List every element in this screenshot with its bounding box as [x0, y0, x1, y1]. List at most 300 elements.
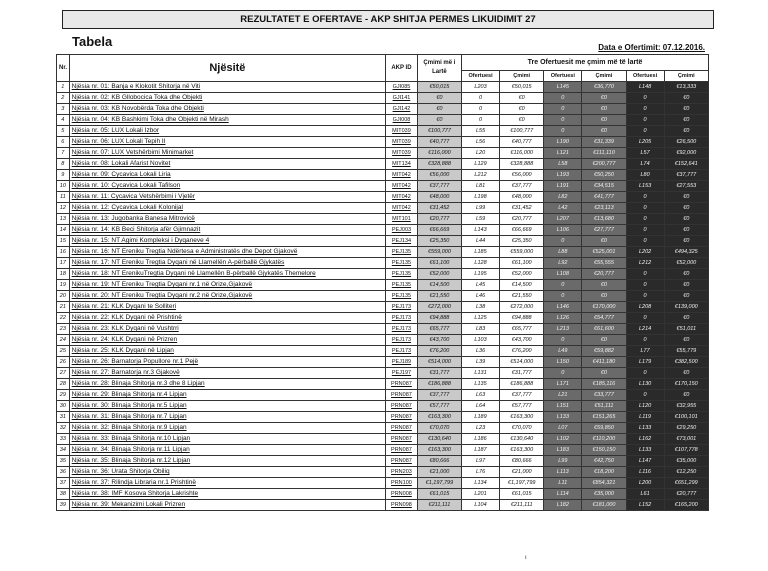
cell-best-price: €163,300 — [417, 412, 461, 423]
cell-bidder-3: 0 — [626, 280, 664, 291]
cell-bidder-2: L21 — [544, 390, 582, 401]
cell-bidder-2: L193 — [544, 170, 582, 181]
table-row — [57, 313, 709, 324]
cell-unit-name: Njësia nr. 18: NT ErenikuTregtia Dyqani në Llamellën B-përballë Gjykatës Themelore — [69, 269, 385, 280]
cell-bidder-2: L106 — [544, 225, 582, 236]
cell-nr: 17 — [57, 258, 70, 269]
cell-bidder-1: L46 — [462, 291, 500, 302]
table-row — [57, 324, 709, 335]
cell-unit-name: Njësia nr. 34: Blinaja Shitorja nr.11 Lipjan — [69, 445, 385, 456]
cell-bidder-3: L148 — [626, 82, 664, 93]
cell-price-1: €48,000 — [500, 192, 544, 203]
cell-bidder-3: L61 — [626, 489, 664, 500]
cell-nr: 19 — [57, 280, 70, 291]
table-row — [57, 467, 709, 478]
cell-price-1: €14,500 — [500, 280, 544, 291]
cell-bidder-2: L92 — [544, 258, 582, 269]
cell-price-2: €525,001 — [582, 247, 626, 258]
table-row — [57, 247, 709, 258]
cell-bidder-1: L187 — [462, 445, 500, 456]
cell-nr: 4 — [57, 115, 70, 126]
cell-best-price: €21,000 — [417, 467, 461, 478]
table-row — [57, 115, 709, 126]
cell-price-3: €494,325 — [664, 247, 708, 258]
cell-price-1: €0 — [500, 115, 544, 126]
cell-price-3: €0 — [664, 104, 708, 115]
cell-price-2: €0 — [582, 104, 626, 115]
cell-price-1: €61,015 — [500, 489, 544, 500]
cell-unit-name: Njësia nr. 27: Barnatorja nr.3 Gjakovë — [69, 368, 385, 379]
cell-nr: 24 — [57, 335, 70, 346]
cell-bidder-2: 0 — [544, 335, 582, 346]
cell-nr: 25 — [57, 346, 70, 357]
cell-bidder-1: L20 — [462, 148, 500, 159]
cell-bidder-2: L49 — [544, 346, 582, 357]
cell-bidder-3: L120 — [626, 401, 664, 412]
cell-nr: 28 — [57, 379, 70, 390]
cell-unit-name: Njësia nr. 32: Blinaja Shitorja nr.9 Lipjan — [69, 423, 385, 434]
cell-bidder-1: L64 — [462, 401, 500, 412]
cell-best-price: €20,777 — [417, 214, 461, 225]
cell-price-1: €25,350 — [500, 236, 544, 247]
cell-price-2: €181,000 — [582, 500, 626, 511]
cell-unit-name: Njësia nr. 19: NT Ereniku Tregtia Dyqani nr.1 në Orize,Gjakovë — [69, 280, 385, 291]
cell-bidder-3: L119 — [626, 412, 664, 423]
cell-bidder-3: L77 — [626, 346, 664, 357]
col-header-unit: Njësitë — [69, 55, 385, 82]
cell-price-2: €0 — [582, 236, 626, 247]
cell-bidder-2: L182 — [544, 500, 582, 511]
cell-bidder-2: 0 — [544, 104, 582, 115]
cell-price-2: €35,000 — [582, 489, 626, 500]
cell-bidder-1: L125 — [462, 313, 500, 324]
cell-best-price: €0 — [417, 104, 461, 115]
cell-unit-name: Njësia nr. 12: Cycavica Lokali Kolonijal — [69, 203, 385, 214]
cell-akp-id: MIT134 — [386, 159, 418, 170]
cell-bidder-3: L57 — [626, 148, 664, 159]
cell-bidder-1: L189 — [462, 412, 500, 423]
cell-bidder-1: L143 — [462, 225, 500, 236]
cell-price-3: €13,333 — [664, 82, 708, 93]
cell-bidder-2: L145 — [544, 82, 582, 93]
cell-bidder-1: L104 — [462, 500, 500, 511]
cell-price-2: €41,777 — [582, 192, 626, 203]
cell-bidder-2: L146 — [544, 302, 582, 313]
col-header-ofertuesi-3: Ofertuesi — [626, 71, 664, 82]
cell-nr: 26 — [57, 357, 70, 368]
table-row — [57, 346, 709, 357]
cell-akp-id: PEJ173 — [386, 346, 418, 357]
cell-best-price: €65,777 — [417, 324, 461, 335]
cell-price-1: €0 — [500, 93, 544, 104]
cell-bidder-1: L195 — [462, 269, 500, 280]
cell-price-3: €0 — [664, 192, 708, 203]
cell-akp-id: GJI142 — [386, 104, 418, 115]
cell-unit-name: Njësia nr. 08: Lokali Afarist Novitet — [69, 159, 385, 170]
cell-price-1: €70,070 — [500, 423, 544, 434]
cell-bidder-1: L129 — [462, 159, 500, 170]
table-row — [57, 291, 709, 302]
cell-bidder-2: L82 — [544, 192, 582, 203]
cell-bidder-1: L134 — [462, 478, 500, 489]
cell-unit-name: Njësia nr. 33: Blinaja Shitorja nr.10 Lipjan — [69, 434, 385, 445]
table-row — [57, 423, 709, 434]
cell-bidder-3: 0 — [626, 93, 664, 104]
cell-bidder-1: 0 — [462, 93, 500, 104]
cell-price-1: €211,111 — [500, 500, 544, 511]
cell-price-2: €0 — [582, 291, 626, 302]
cell-price-1: €52,000 — [500, 269, 544, 280]
cell-price-2: €59,850 — [582, 423, 626, 434]
cell-bidder-1: L198 — [462, 192, 500, 203]
cell-akp-id: PEJ134 — [386, 236, 418, 247]
cell-akp-id: PEJ173 — [386, 324, 418, 335]
cell-akp-id: PRN087 — [386, 434, 418, 445]
cell-bidder-3: L153 — [626, 181, 664, 192]
cell-price-1: €65,777 — [500, 324, 544, 335]
cell-best-price: €31,452 — [417, 203, 461, 214]
cell-bidder-3: 0 — [626, 269, 664, 280]
cell-price-2: €0 — [582, 335, 626, 346]
cell-price-2: €20,777 — [582, 269, 626, 280]
cell-bidder-1: L63 — [462, 390, 500, 401]
cell-nr: 1 — [57, 82, 70, 93]
cell-akp-id: MIT101 — [386, 214, 418, 225]
cell-bidder-2: L11 — [544, 478, 582, 489]
offer-date: Data e Ofertimit: 07.12.2016. — [598, 43, 705, 52]
cell-price-3: €55,779 — [664, 346, 708, 357]
cell-akp-id: MIT039 — [386, 148, 418, 159]
cell-price-1: €61,100 — [500, 258, 544, 269]
cell-bidder-3: L162 — [626, 434, 664, 445]
cell-price-3: €0 — [664, 93, 708, 104]
col-header-best-price: Çmimi më i Lartë — [417, 55, 461, 82]
cell-bidder-3: 0 — [626, 313, 664, 324]
cell-price-3: €35,000 — [664, 456, 708, 467]
cell-unit-name: Njësia nr. 37: Rilindja Libraria nr.1 Prishtinë — [69, 478, 385, 489]
cell-bidder-1: L55 — [462, 126, 500, 137]
table-row — [57, 280, 709, 291]
cell-best-price: €559,000 — [417, 247, 461, 258]
cell-akp-id: PRN087 — [386, 456, 418, 467]
cell-bidder-3: L179 — [626, 357, 664, 368]
cell-price-3: €152,641 — [664, 159, 708, 170]
cell-best-price: €61,015 — [417, 489, 461, 500]
cell-price-3: €73,001 — [664, 434, 708, 445]
cell-akp-id: GJI085 — [386, 82, 418, 93]
cell-bidder-1: L39 — [462, 357, 500, 368]
cell-price-1: €0 — [500, 104, 544, 115]
cell-nr: 38 — [57, 489, 70, 500]
table-row — [57, 126, 709, 137]
table-row — [57, 181, 709, 192]
cell-bidder-2: 0 — [544, 126, 582, 137]
cell-price-3: €0 — [664, 368, 708, 379]
cell-nr: 22 — [57, 313, 70, 324]
cell-price-3: €0 — [664, 214, 708, 225]
cell-bidder-1: L83 — [462, 324, 500, 335]
table-row — [57, 478, 709, 489]
cell-price-3: €382,500 — [664, 357, 708, 368]
cell-bidder-2: 0 — [544, 93, 582, 104]
cell-nr: 6 — [57, 137, 70, 148]
cell-bidder-1: 0 — [462, 115, 500, 126]
cell-price-1: €31,777 — [500, 368, 544, 379]
cell-akp-id: MIT042 — [386, 192, 418, 203]
table-row — [57, 258, 709, 269]
cell-akp-id: PEJ197 — [386, 368, 418, 379]
cell-unit-name: Njësia nr. 17: NT Ereniku Tregtia Dyqani në Llamellën A-përballë Gjykatës — [69, 258, 385, 269]
cell-bidder-3: 0 — [626, 203, 664, 214]
cell-price-1: €66,669 — [500, 225, 544, 236]
cell-price-2: €151,265 — [582, 412, 626, 423]
cell-price-1: €328,888 — [500, 159, 544, 170]
cell-bidder-2: L150 — [544, 357, 582, 368]
cell-bidder-2: L99 — [544, 456, 582, 467]
cell-bidder-2: L183 — [544, 445, 582, 456]
cell-nr: 36 — [57, 467, 70, 478]
cell-akp-id: PRN087 — [386, 390, 418, 401]
cell-price-2: €23,113 — [582, 203, 626, 214]
table-row — [57, 236, 709, 247]
cell-price-2: €31,339 — [582, 137, 626, 148]
table-row — [57, 93, 709, 104]
cell-price-3: €0 — [664, 115, 708, 126]
cell-unit-name: Njësia nr. 38: IMF Kosova Shitorja Lakrishte — [69, 489, 385, 500]
col-header-ofertuesi-1: Ofertuesi — [462, 71, 500, 82]
table-row — [57, 390, 709, 401]
cell-price-3: €20,777 — [664, 489, 708, 500]
table-row — [57, 82, 709, 93]
cell-nr: 32 — [57, 423, 70, 434]
cell-akp-id: PRN100 — [386, 478, 418, 489]
cell-nr: 12 — [57, 203, 70, 214]
cell-bidder-3: L202 — [626, 247, 664, 258]
cell-bidder-2: L114 — [544, 489, 582, 500]
cell-bidder-1: L135 — [462, 379, 500, 390]
col-header-cmimi-1: Çmimi — [500, 71, 544, 82]
cell-bidder-1: L44 — [462, 236, 500, 247]
cell-bidder-1: L23 — [462, 423, 500, 434]
cell-nr: 37 — [57, 478, 70, 489]
cell-bidder-3: 0 — [626, 368, 664, 379]
cell-bidder-3: 0 — [626, 115, 664, 126]
cell-price-3: €139,000 — [664, 302, 708, 313]
cell-bidder-2: L121 — [544, 148, 582, 159]
cell-price-2: €0 — [582, 93, 626, 104]
cell-unit-name: Njësia nr. 36: Urata Shitorja Obiliq — [69, 467, 385, 478]
cell-akp-id: PEJ173 — [386, 302, 418, 313]
cell-price-1: €186,888 — [500, 379, 544, 390]
cell-unit-name: Njësia nr. 10: Cycavica Lokali Tafilson — [69, 181, 385, 192]
cell-price-1: €31,452 — [500, 203, 544, 214]
cell-price-2: €13,680 — [582, 214, 626, 225]
cell-bidder-2: 0 — [544, 280, 582, 291]
col-header-cmimi-2: Çmimi — [582, 71, 626, 82]
cell-best-price: €163,300 — [417, 445, 461, 456]
cell-unit-name: Njësia nr. 03: KB Novobërda Toka dhe Objekti — [69, 104, 385, 115]
cell-unit-name: Njësia nr. 22: KLK Dyqani në Prishtinë — [69, 313, 385, 324]
table-row — [57, 170, 709, 181]
table-row — [57, 214, 709, 225]
cell-akp-id: PEJ173 — [386, 313, 418, 324]
cell-unit-name: Njësia nr. 11: Cycavica Vetshërbimi i Vjetër — [69, 192, 385, 203]
cell-bidder-1: L81 — [462, 181, 500, 192]
page-mark: ı — [525, 555, 527, 561]
cell-price-3: €92,000 — [664, 148, 708, 159]
cell-nr: 23 — [57, 324, 70, 335]
cell-best-price: €186,888 — [417, 379, 461, 390]
cell-bidder-1: L128 — [462, 258, 500, 269]
cell-unit-name: Njësia nr. 26: Barnatorja Popullore nr.1 Pejë — [69, 357, 385, 368]
cell-price-1: €57,777 — [500, 401, 544, 412]
col-header-akp-id: AKP ID — [386, 55, 418, 82]
cell-unit-name: Njësia nr. 35: Blinaja Shitorja nr.12 Lipjan — [69, 456, 385, 467]
cell-unit-name: Njësia nr. 29: Blinaja Shitorja nr.4 Lipjan — [69, 390, 385, 401]
cell-price-1: €163,300 — [500, 412, 544, 423]
cell-akp-id: PRN203 — [386, 467, 418, 478]
cell-price-3: €37,777 — [664, 170, 708, 181]
cell-best-price: €328,888 — [417, 159, 461, 170]
cell-nr: 11 — [57, 192, 70, 203]
cell-best-price: €70,070 — [417, 423, 461, 434]
cell-price-1: €272,000 — [500, 302, 544, 313]
cell-bidder-1: L203 — [462, 82, 500, 93]
cell-nr: 5 — [57, 126, 70, 137]
cell-price-3: €0 — [664, 126, 708, 137]
cell-unit-name: Njësia nr. 15: NT Agimi Kompleksi i Dyqaneve 4 — [69, 236, 385, 247]
cell-bidder-1: L56 — [462, 137, 500, 148]
cell-bidder-1: L76 — [462, 467, 500, 478]
col-header-top-three: Tre Ofertuesit me çmim më të lartë — [462, 55, 709, 71]
cell-bidder-2: L171 — [544, 379, 582, 390]
cell-best-price: €514,000 — [417, 357, 461, 368]
table-row — [57, 412, 709, 423]
cell-nr: 29 — [57, 390, 70, 401]
cell-bidder-3: L212 — [626, 258, 664, 269]
cell-best-price: €0 — [417, 115, 461, 126]
cell-bidder-3: L208 — [626, 302, 664, 313]
cell-price-2: €0 — [582, 115, 626, 126]
cell-bidder-1: L97 — [462, 456, 500, 467]
table-row — [57, 159, 709, 170]
cell-nr: 13 — [57, 214, 70, 225]
cell-price-3: €0 — [664, 236, 708, 247]
cell-price-1: €163,300 — [500, 445, 544, 456]
cell-bidder-3: L147 — [626, 456, 664, 467]
cell-bidder-1: L45 — [462, 280, 500, 291]
cell-best-price: €57,777 — [417, 401, 461, 412]
table-row — [57, 104, 709, 115]
cell-price-2: €110,200 — [582, 434, 626, 445]
cell-bidder-3: L74 — [626, 159, 664, 170]
cell-price-2: €54,777 — [582, 313, 626, 324]
cell-bidder-3: 0 — [626, 390, 664, 401]
cell-nr: 15 — [57, 236, 70, 247]
cell-price-1: €37,777 — [500, 390, 544, 401]
cell-price-3: €0 — [664, 335, 708, 346]
cell-bidder-1: L131 — [462, 368, 500, 379]
cell-akp-id: GJI141 — [386, 93, 418, 104]
cell-best-price: €43,700 — [417, 335, 461, 346]
cell-price-1: €37,777 — [500, 181, 544, 192]
cell-best-price: €1,197,799 — [417, 478, 461, 489]
cell-bidder-3: 0 — [626, 335, 664, 346]
cell-best-price: €100,777 — [417, 126, 461, 137]
cell-akp-id: PRN008 — [386, 489, 418, 500]
cell-best-price: €66,669 — [417, 225, 461, 236]
cell-unit-name: Njësia nr. 20: NT Ereniku Tregtia Dyqani nr.2 në Orize,Gjakovë — [69, 291, 385, 302]
table-row — [57, 357, 709, 368]
cell-best-price: €61,100 — [417, 258, 461, 269]
cell-akp-id: PEJ135 — [386, 269, 418, 280]
cell-bidder-3: L133 — [626, 445, 664, 456]
cell-price-2: €0 — [582, 126, 626, 137]
cell-best-price: €14,500 — [417, 280, 461, 291]
cell-price-1: €20,777 — [500, 214, 544, 225]
cell-nr: 8 — [57, 159, 70, 170]
cell-price-1: €514,000 — [500, 357, 544, 368]
cell-bidder-1: L103 — [462, 335, 500, 346]
cell-price-3: €0 — [664, 269, 708, 280]
cell-akp-id: GJI008 — [386, 115, 418, 126]
cell-unit-name: Njësia nr. 23: KLK Dyqani në Vushtrri — [69, 324, 385, 335]
cell-unit-name: Njësia nr. 16: NT Ereniku Tregtia Ndërtesa e Administratës dhe Depot Gjakovë — [69, 247, 385, 258]
cell-akp-id: PEJ173 — [386, 335, 418, 346]
cell-bidder-1: L38 — [462, 302, 500, 313]
cell-best-price: €31,777 — [417, 368, 461, 379]
cell-best-price: €40,777 — [417, 137, 461, 148]
col-header-ofertuesi-2: Ofertuesi — [544, 71, 582, 82]
cell-bidder-2: L88 — [544, 247, 582, 258]
table-row — [57, 379, 709, 390]
cell-bidder-2: L133 — [544, 412, 582, 423]
cell-akp-id: MIT039 — [386, 126, 418, 137]
cell-unit-name: Njësia nr. 14: KB Beci Shitorja afër Gjimnazit — [69, 225, 385, 236]
cell-best-price: €25,350 — [417, 236, 461, 247]
cell-bidder-3: L205 — [626, 137, 664, 148]
cell-nr: 18 — [57, 269, 70, 280]
cell-bidder-2: L213 — [544, 324, 582, 335]
cell-akp-id: PEJ189 — [386, 357, 418, 368]
cell-price-3: €170,150 — [664, 379, 708, 390]
cell-best-price: €48,000 — [417, 192, 461, 203]
cell-price-1: €21,000 — [500, 467, 544, 478]
cell-bidder-2: 0 — [544, 291, 582, 302]
cell-bidder-3: 0 — [626, 104, 664, 115]
cell-bidder-3: L80 — [626, 170, 664, 181]
cell-nr: 16 — [57, 247, 70, 258]
cell-akp-id: PRN087 — [386, 379, 418, 390]
cell-nr: 34 — [57, 445, 70, 456]
cell-akp-id: PRN087 — [386, 423, 418, 434]
cell-price-2: €33,777 — [582, 390, 626, 401]
cell-bidder-2: 0 — [544, 368, 582, 379]
cell-best-price: €76,200 — [417, 346, 461, 357]
cell-nr: 33 — [57, 434, 70, 445]
cell-bidder-3: L214 — [626, 324, 664, 335]
cell-akp-id: PEJ135 — [386, 291, 418, 302]
cell-bidder-2: L113 — [544, 467, 582, 478]
cell-price-2: €111,110 — [582, 148, 626, 159]
cell-price-3: €107,778 — [664, 445, 708, 456]
cell-bidder-1: L59 — [462, 214, 500, 225]
cell-nr: 31 — [57, 412, 70, 423]
cell-best-price: €80,666 — [417, 456, 461, 467]
cell-price-3: €0 — [664, 291, 708, 302]
cell-price-2: €0 — [582, 368, 626, 379]
cell-price-2: €42,750 — [582, 456, 626, 467]
